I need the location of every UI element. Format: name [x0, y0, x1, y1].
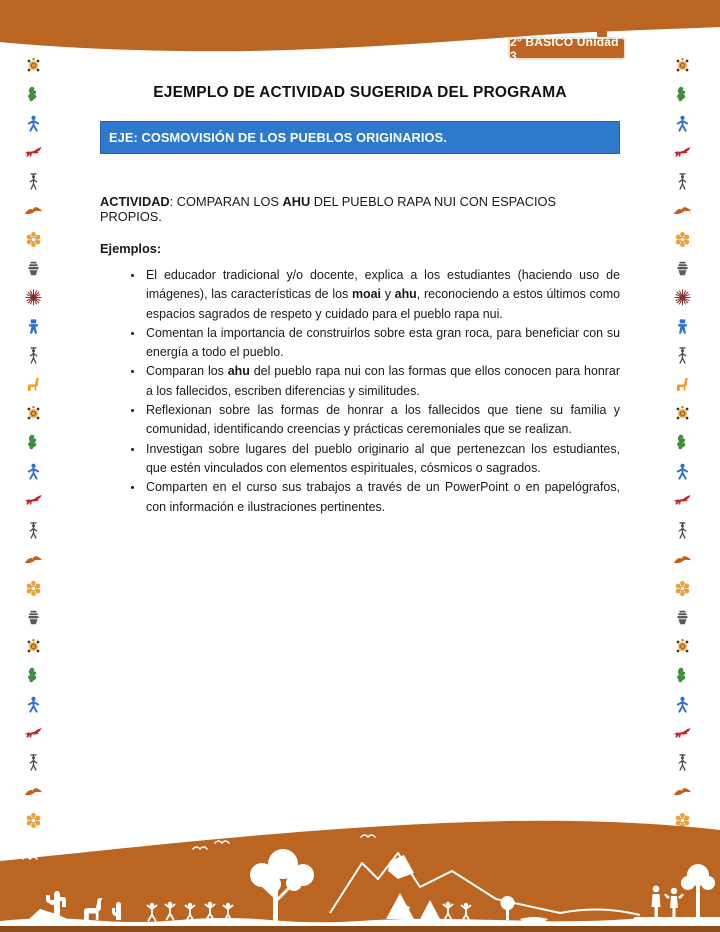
content-area [100, 84, 620, 517]
right-icon-column [662, 56, 702, 830]
fox-icon [673, 491, 692, 510]
eje-banner [100, 121, 620, 154]
list-item: • Comparten en el curso sus trabajos a través de un PowerPoint o en papelógrafos, con información e ilustraciones pertinentes. [144, 478, 620, 517]
left-icon-column [13, 56, 53, 830]
list-item: • El educador tradicional y/o docente, explica a los estudiantes (haciendo uso de imágenes), las características de los moai y ahu, reconociendo a estos últimos como espacios sagrados de respeto y cuidado para el pueblo rapa nui. [144, 266, 620, 324]
person-icon [24, 172, 43, 191]
person-icon [673, 753, 692, 772]
pot-icon [24, 259, 43, 278]
person-icon [24, 346, 43, 365]
fox-icon [24, 724, 43, 743]
list-item: • Comparan los ahu del pueblo rapa nui con las formas que ellos conocen para honrar a los fallecidos, escriben diferencias y similitudes. [144, 362, 620, 401]
dancer-icon [673, 433, 692, 452]
figure-blue-icon [24, 114, 43, 133]
llama-icon [24, 375, 43, 394]
turtle-icon [673, 404, 692, 423]
footer-landscape [0, 815, 720, 932]
turtle-icon [673, 56, 692, 75]
pot-icon [673, 608, 692, 627]
turtle-icon [24, 56, 43, 75]
dancer-icon [24, 666, 43, 685]
list-item: • Investigan sobre lugares del pueblo originario al que pertenezcan los estudiantes, que estén vinculados con elementos espirituales, cósmicos o sagrados. [144, 440, 620, 479]
condor-icon [24, 782, 43, 801]
fox-icon [673, 724, 692, 743]
examples-label: Ejemplos: [100, 241, 162, 256]
dancer-icon [24, 85, 43, 104]
llama-icon [673, 375, 692, 394]
unit-badge [508, 34, 626, 63]
eje-banner-label: EJE: COSMOVISIÓN DE LOS PUEBLOS ORIGINARIOS. [109, 130, 447, 145]
flower-icon [673, 230, 692, 249]
condor-icon [673, 201, 692, 220]
sunburst-icon [673, 288, 692, 307]
figure-blue-icon [24, 695, 43, 714]
list-item: • Comentan la importancia de construirlos sobre esta gran roca, para beneficiar con su energía a todo el pueblo. [144, 324, 620, 363]
activity-line: ACTIVIDAD: COMPARAN LOS AHU DEL PUEBLO RAPA NUI CON ESPACIOS PROPIOS. [100, 194, 557, 224]
footer-band-shape [0, 821, 720, 932]
condor-icon [24, 201, 43, 220]
turtle-icon [673, 637, 692, 656]
condor-icon [673, 782, 692, 801]
pot-icon [24, 608, 43, 627]
figure-blue-icon [673, 114, 692, 133]
flower-icon [673, 579, 692, 598]
dancer-icon [673, 666, 692, 685]
figure-blue-icon [673, 695, 692, 714]
examples-list [100, 266, 620, 517]
person-icon [24, 753, 43, 772]
flower-icon [24, 579, 43, 598]
person-icon [673, 521, 692, 540]
totem-icon [673, 317, 692, 336]
list-item: • Reflexionan sobre las formas de honrar a los fallecidos que tiene su familia y comunidad, identificando creencias y prácticas ceremoniales que se realizan. [144, 401, 620, 440]
unit-badge-label: 2° BÁSICO Unidad 3 [510, 34, 619, 63]
figure-blue-icon [24, 462, 43, 481]
figure-blue-icon [673, 462, 692, 481]
page-title: EJEMPLO DE ACTIVIDAD SUGERIDA DEL PROGRAMA [153, 84, 567, 101]
turtle-icon [24, 404, 43, 423]
sunburst-icon [24, 288, 43, 307]
totem-icon [24, 317, 43, 336]
dancer-icon [24, 433, 43, 452]
condor-icon [24, 550, 43, 569]
fox-icon [673, 143, 692, 162]
person-icon [673, 172, 692, 191]
pot-icon [673, 259, 692, 278]
person-icon [673, 346, 692, 365]
fox-icon [24, 143, 43, 162]
dancer-icon [673, 85, 692, 104]
condor-icon [673, 550, 692, 569]
turtle-icon [24, 637, 43, 656]
person-icon [24, 521, 43, 540]
fox-icon [24, 491, 43, 510]
flower-icon [24, 230, 43, 249]
